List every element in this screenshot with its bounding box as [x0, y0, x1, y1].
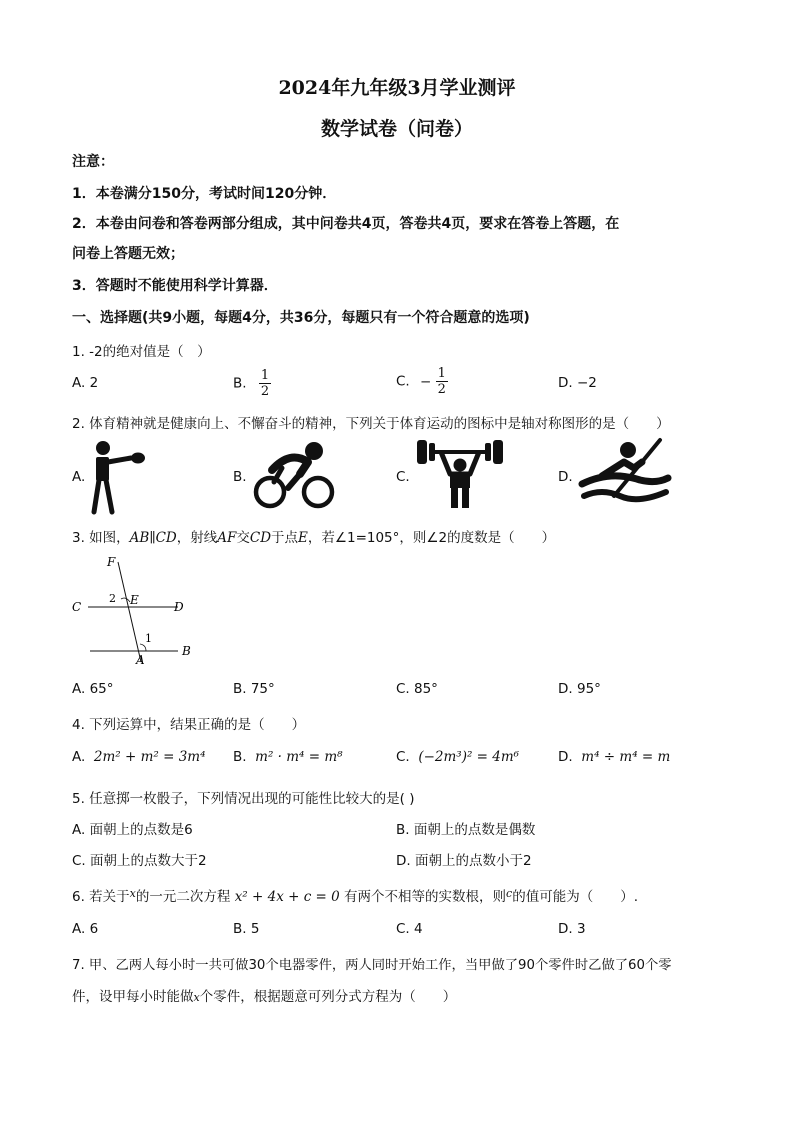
- label-angle-1: 1: [145, 632, 152, 645]
- q2-option-a: A.: [72, 469, 86, 485]
- q2-option-c: C.: [396, 469, 410, 485]
- label-f: F: [107, 555, 116, 569]
- cycling-icon: [252, 440, 338, 508]
- q1-option-d: D. −2: [558, 375, 597, 391]
- q3-option-d: D. 95°: [558, 681, 601, 697]
- note-item: 问卷上答题无效；: [72, 246, 184, 262]
- boxing-icon: [86, 440, 156, 516]
- q4-option-a: A. 2m² + m² = 3m⁴: [72, 749, 206, 765]
- note-item: 1．本卷满分150分，考试时间120分钟．: [72, 186, 337, 202]
- label-b: B: [182, 644, 191, 658]
- note-item: 2．本卷由问卷和答卷两部分组成，其中问卷共4页，答卷共4页，要求在答卷上答题，在: [72, 216, 620, 232]
- label-a: A: [136, 653, 145, 667]
- label-d: D: [174, 600, 184, 614]
- label-e: E: [130, 593, 139, 607]
- q3-option-b: B. 75°: [233, 681, 275, 697]
- q4-option-c: C. (−2m³)² = 4m⁶: [396, 749, 520, 765]
- question-3: 3. 如图，AB∥CD，射线AF交CD于点E，若∠1=105°，则∠2的度数是（ ）: [72, 530, 556, 546]
- q5-option-b: B. 面朝上的点数是偶数: [396, 822, 536, 838]
- parallel-lines-figure: [68, 552, 198, 672]
- angle-1-arc: [140, 644, 146, 651]
- note-item: 3．答题时不能使用科学计算器．: [72, 278, 278, 294]
- q2-option-b: B.: [233, 469, 247, 485]
- question-2: 2. 体育精神就是健康向上、不懈奋斗的精神，下列关于体育运动的图标中是轴对称图形的是（ ）: [72, 416, 670, 432]
- q6-option-d: D. 3: [558, 921, 586, 937]
- q6-option-a: A. 6: [72, 921, 99, 937]
- question-7-line-2: 件，设甲每小时能做x个零件，根据题意可列分式方程为（ ）: [72, 989, 457, 1005]
- q3-option-a: A. 65°: [72, 681, 114, 697]
- weightlifting-icon: [415, 440, 505, 510]
- q4-option-d: D. m⁴ ÷ m⁴ = m: [558, 749, 671, 765]
- q6-option-c: C. 4: [396, 921, 423, 937]
- ray-af: [118, 562, 141, 662]
- label-c: C: [72, 600, 82, 614]
- question-1: 1. -2的绝对值是（ ）: [72, 344, 211, 360]
- q4-option-b: B. m² · m⁴ = m⁸: [233, 749, 343, 765]
- canoe-icon: [580, 440, 672, 506]
- q1-option-c: C. − $\frac{1}{2}$: [396, 366, 446, 397]
- question-6: 6. 若关于$^x$的一元二次方程 x² + 4x + c = 0 有两个不相等的实数根，则$^c$的值可能为（ ）.: [72, 887, 639, 905]
- q1-option-b: B. $\frac{1}{2}$: [233, 368, 270, 399]
- section-heading: 一、选择题(共9小题，每题4分，共36分，每题只有一个符合题意的选项): [72, 310, 530, 326]
- q5-option-c: C. 面朝上的点数大于2: [72, 853, 207, 869]
- angle-2-arc: [121, 598, 130, 602]
- q5-option-d: D. 面朝上的点数小于2: [396, 853, 532, 869]
- question-7-line-1: 7. 甲、乙两人每小时一共可做30个电器零件，两人同时开始工作，当甲做了90个零件时乙做了60个零: [72, 958, 672, 973]
- page-title: 2024年九年级3月学业测评: [278, 77, 516, 99]
- page-subtitle: 数学试卷（问卷）: [320, 118, 473, 140]
- question-5: 5. 任意掷一枚骰子，下列情况出现的可能性比较大的是( ): [72, 791, 415, 807]
- label-angle-2: 2: [109, 592, 116, 605]
- q1-option-a: A. 2: [72, 375, 99, 391]
- notes-heading: 注意：: [72, 154, 114, 170]
- q2-option-d: D.: [558, 469, 573, 485]
- q5-option-a: A. 面朝上的点数是6: [72, 822, 193, 838]
- q6-option-b: B. 5: [233, 921, 260, 937]
- question-4: 4. 下列运算中，结果正确的是（ ）: [72, 717, 306, 733]
- q3-option-c: C. 85°: [396, 681, 438, 697]
